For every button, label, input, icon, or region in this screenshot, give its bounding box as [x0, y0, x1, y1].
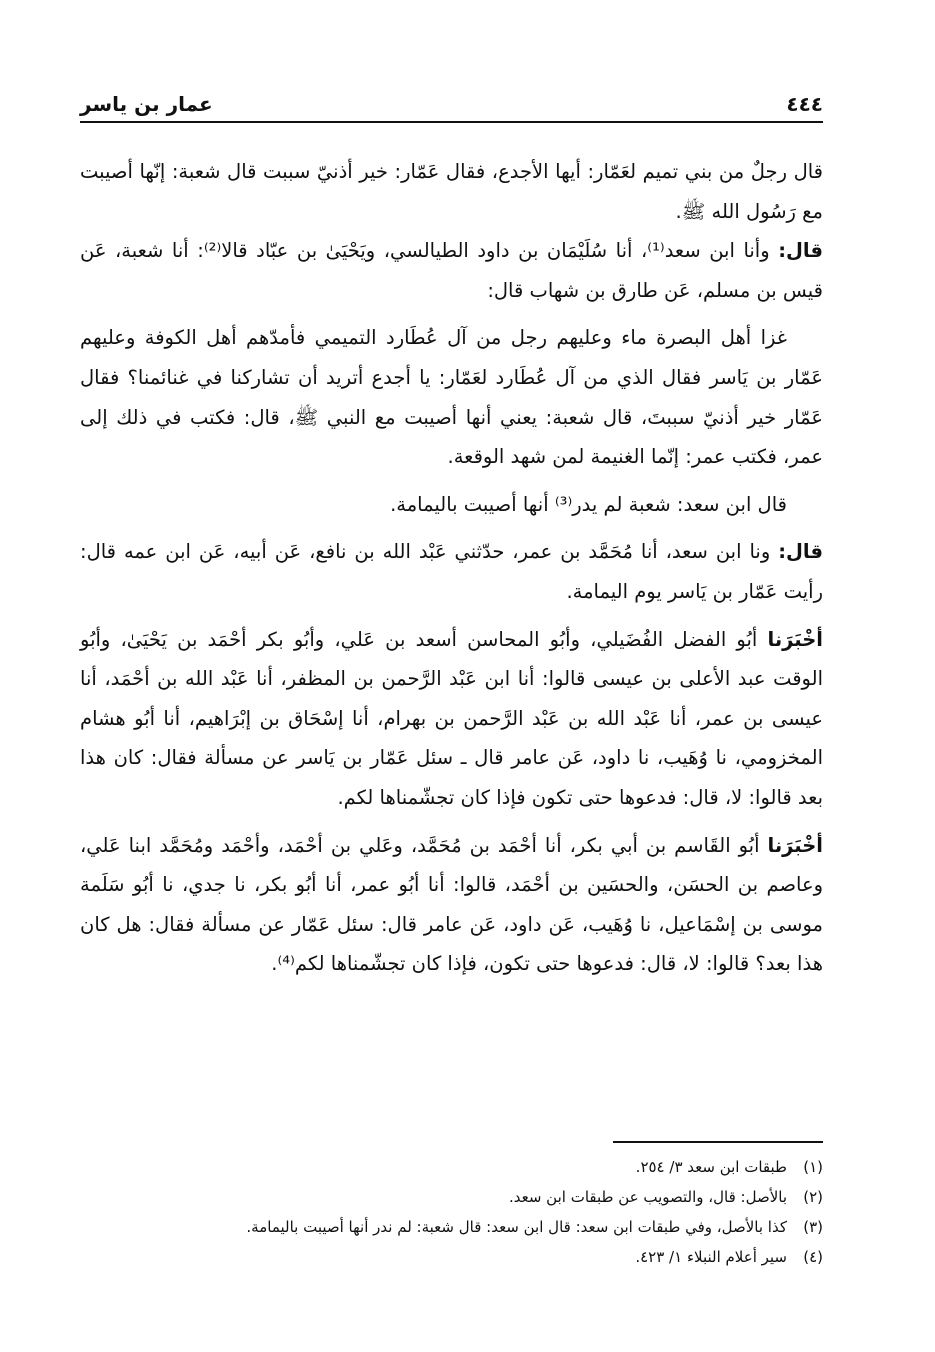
paragraph-6	[80, 620, 823, 818]
header-divider	[80, 121, 823, 123]
page-header	[80, 82, 823, 116]
page-number: ٤٤٤	[786, 92, 823, 116]
paragraph-text: أبُو الفضل الفُضَيلي، وأبُو المحاسن أسعد بن عَلي، وأبُو بكر أحْمَد بن يَحْيَىٰ، وأبُو الوقت عبد الأعلى بن عيسى قالوا: أنا ابن عَبْد الرَّحمن بن المظفر، أنا عَبْد الله بن أحْمَد، أنا عيسى بن عمر، أنا عَبْد الله بن عَبْد الرَّحمن بن بهرام، أنا إسْحَاق بن إبْرَاهيم، أنا أبُو هشام المخزومي، نا وُهَيب، نا داود، عَن عامر قال ـ سئل عَمّار بن يَاسر عن مسألة فقال: كان هذا بعد قالوا: لا، قال: فدعوها حتى تكون فإذا كان تجشّمناها لكم.	[80, 627, 823, 809]
footnote-2	[80, 1182, 823, 1212]
footnote-number: (٣)	[803, 1218, 823, 1236]
paragraph-text: وأنا ابن سعد⁽¹⁾، أنا سُلَيْمَان بن داود الطيالسي، ويَحْيَىٰ بن عبّاد قالا⁽²⁾: أنا شعبة، عَن قيس بن مسلم، عَن طارق بن شهاب قال:	[80, 239, 823, 302]
paragraph-lead: قال:	[778, 540, 823, 564]
paragraph-text: أبُو القَاسم بن أبي بكر، أنا أحْمَد بن مُحَمَّد، وعَلي بن أحْمَد، وأحْمَد ومُحَمَّد ابنا عَلي، وعاصم بن الحسَن، والحسَين بن أحْمَد، قالوا: أنا أبُو عمر، أنا أبُو بكر، نا جدي، نا أبُو سَلَمة موسى بن إسْمَاعيل، نا وُهَيب، عَن داود، عَن عامر قال: سئل عَمّار عن مسألة فقال: هل كان هذا بعد؟ قالوا: لا، قال: فدعوها حتى تكون، فإذا كان تجشّمناها لكم⁽⁴⁾.	[80, 833, 823, 976]
paragraph-text: غزا أهل البصرة ماء وعليهم رجل من آل عُطَارد التميمي فأمدّهم أهل الكوفة وعليهم عَمّار بن يَاسر فقال الذي من آل عُطَارد لعَمّار: يا أجدع أتريد أن تشاركنا في غنائمنا؟ فقال عَمّار خير أذنيّ سببتَ، قال شعبة: يعني أنها أصيبت مع النبي ﷺ، قال: فكتب في ذلك إلى عمر، فكتب عمر: إنّما الغنيمة لمن شهد الوقعة.	[80, 326, 823, 469]
running-title: عمار بن ياسر	[80, 92, 213, 116]
footnote-number: (٢)	[803, 1188, 823, 1206]
paragraph-2	[80, 231, 823, 310]
footnote-1	[80, 1152, 823, 1182]
footnote-3	[80, 1212, 823, 1242]
paragraph-text: ونا ابن سعد، أنا مُحَمَّد بن عمر، حدّثني عَبْد الله بن نافع، عَن أبيه، عَن ابن عمه قال: رأيت عَمّار بن يَاسر يوم اليمامة.	[80, 540, 823, 603]
paragraph-lead: أخْبَرَنا	[767, 833, 823, 857]
footnote-text: طبقات ابن سعد ٣/ ٢٥٤.	[635, 1158, 787, 1176]
footnote-number: (٤)	[803, 1248, 823, 1266]
paragraph-5	[80, 532, 823, 611]
paragraph-4	[80, 485, 823, 525]
paragraph-lead: قال:	[778, 239, 823, 263]
paragraph-7	[80, 826, 823, 984]
footnote-text: كذا بالأصل، وفي طبقات ابن سعد: قال ابن سعد: قال شعبة: لم ندر أنها أصيبت باليمامة.	[246, 1218, 787, 1236]
paragraph-text: قال ابن سعد: شعبة لم يدر⁽³⁾ أنها أصيبت باليمامة.	[390, 492, 787, 516]
footnotes	[80, 1152, 823, 1272]
paragraph-lead: أخْبَرَنا	[767, 627, 823, 651]
main-text	[80, 152, 823, 984]
paragraph-3	[80, 318, 823, 476]
paragraph-text: قال رجلٌ من بني تميم لعَمّار: أيها الأجدع، فقال عَمّار: خير أذنيّ سببت قال شعبة: إنّها أصيبت مع رَسُول الله ﷺ.	[80, 160, 823, 223]
footnote-divider	[613, 1141, 823, 1143]
paragraph-1	[80, 152, 823, 231]
footnote-text: بالأصل: قال، والتصويب عن طبقات ابن سعد.	[508, 1188, 787, 1206]
footnote-number: (١)	[803, 1158, 823, 1176]
footnote-text: سير أعلام النبلاء ١/ ٤٢٣.	[635, 1248, 787, 1266]
footnote-4	[80, 1242, 823, 1272]
